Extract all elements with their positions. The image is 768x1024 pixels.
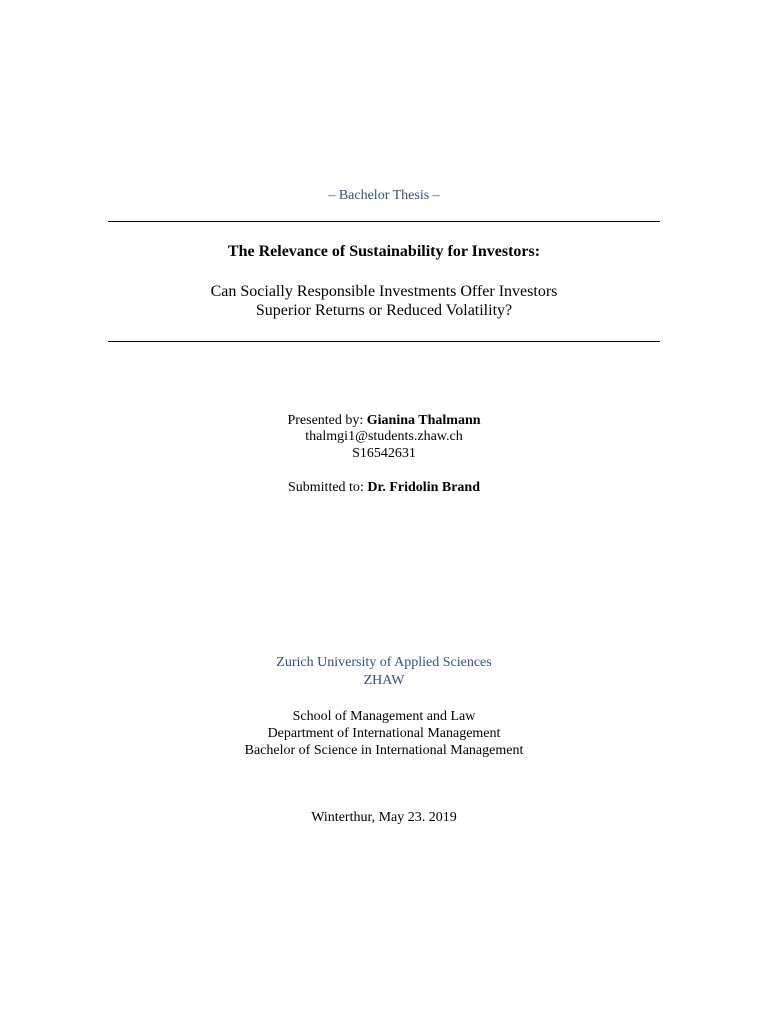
- bottom-divider: [108, 341, 660, 342]
- thesis-title: The Relevance of Sustainability for Investors:: [227, 243, 541, 260]
- university-name: Zurich University of Applied Sciences: [276, 655, 492, 670]
- top-divider: [108, 221, 660, 222]
- presented-by-line: [0, 412, 768, 429]
- thesis-subtitle-line-1: Can Socially Responsible Investments Offer Investors: [210, 283, 558, 300]
- author-name: Gianina Thalmann: [366, 413, 481, 428]
- author-email: thalmgi1@students.zhaw.ch: [305, 429, 463, 444]
- thesis-subtitle-line-2: Superior Returns or Reduced Volatility?: [255, 302, 513, 319]
- department-name: Department of International Management: [267, 726, 501, 741]
- program-name: Bachelor of Science in International Management: [244, 743, 524, 758]
- presented-by-label: Presented by:: [287, 413, 367, 428]
- university-abbreviation: ZHAW: [363, 673, 405, 688]
- place-and-date: Winterthur, May 23. 2019: [311, 810, 457, 825]
- submitted-to-label: Submitted to:: [287, 480, 368, 495]
- supervisor-name: Dr. Fridolin Brand: [367, 480, 480, 495]
- school-name: School of Management and Law: [292, 709, 476, 724]
- thesis-type-label: – Bachelor Thesis –: [328, 188, 440, 203]
- submitted-to-line: [0, 479, 768, 496]
- student-id: S16542631: [352, 446, 416, 461]
